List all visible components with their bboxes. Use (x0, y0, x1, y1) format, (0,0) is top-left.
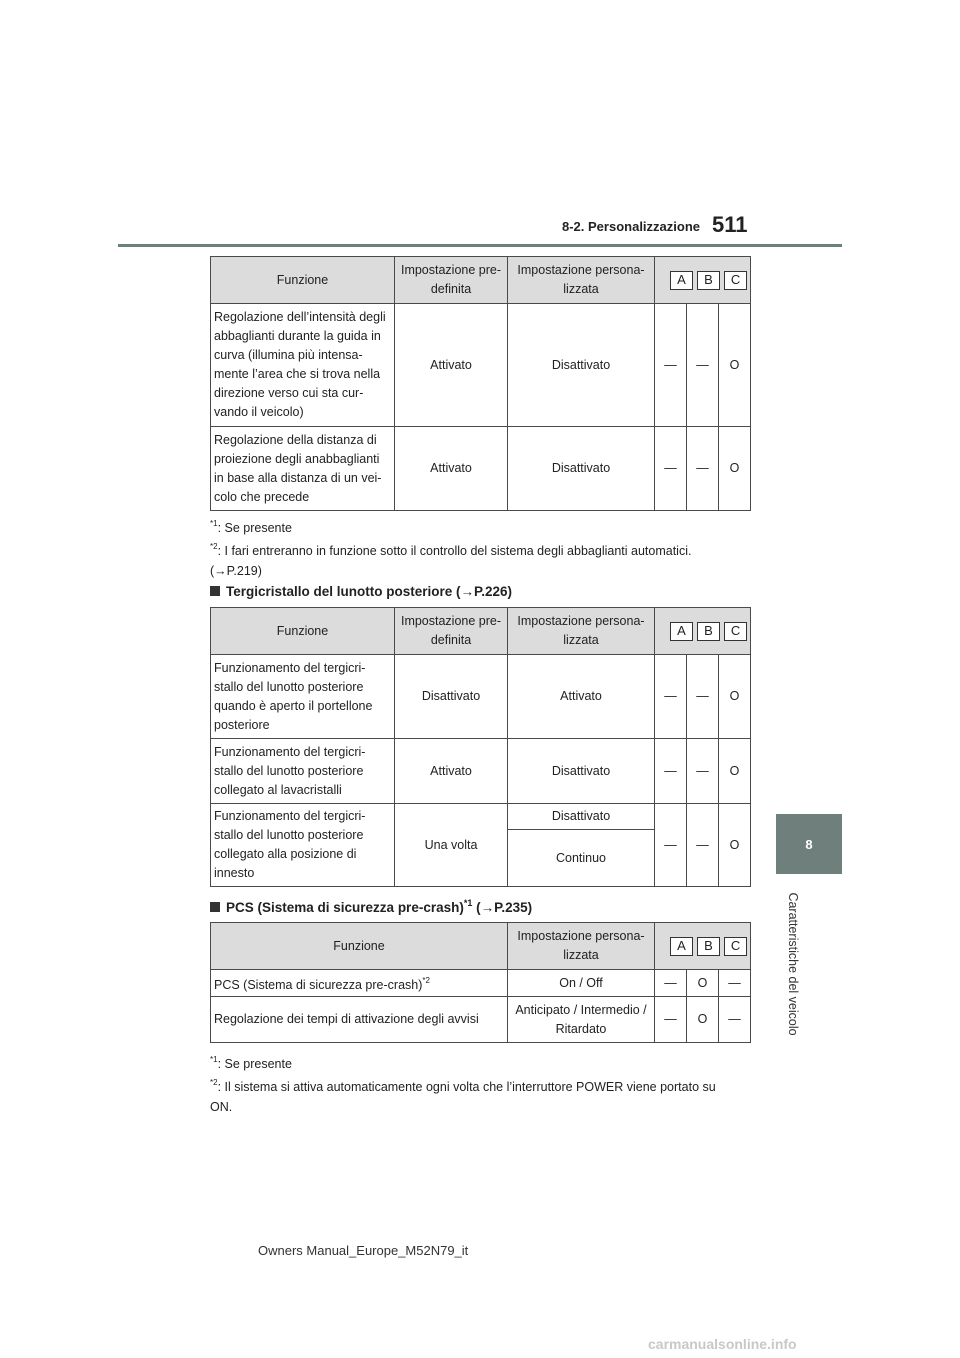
col-custom: Impostazione persona- lizzata (508, 257, 655, 304)
table-row: Funzionamento del tergicri- stallo del lunotto posteriore collegato al lavacristalli Attivato Disattivato — — O (211, 739, 751, 804)
table-row: Regolazione dell’intensità degli abbaglianti durante la guida in curva (illumina più intensa- mente l’area che si trova nella direzione verso cui sta cur- vando il veicolo) Attivato Disattivato — — O (211, 304, 751, 427)
footnote-1: $^{*1}$: Se presente (210, 519, 292, 535)
letter-c: C (724, 271, 747, 290)
watermark: carmanualsonline.info (648, 1336, 797, 1352)
col-default: Impostazione pre- definita (395, 257, 508, 304)
footnote-2: $^{*2}$: I fari entreranno in funzione sotto il controllo del sistema degli abbaglianti automatici. (→P.219) (210, 542, 692, 578)
section-title: 8-2. Personalizzazione (562, 219, 700, 234)
letter-a: A (670, 271, 693, 290)
chapter-label: Caratteristiche del veicolo (786, 892, 800, 1036)
page-number: 511 (712, 212, 748, 237)
heading-rear-wiper: Tergicristallo del lunotto posteriore (→P.226) (210, 584, 512, 599)
table-pcs: Funzione Impostazione persona- lizzata A B C PCS (Sistema di sicurezza pre-crash)$^{*2}$ On / Off — O — Regolazione dei tempi di attivazione degli avvisi Anticipato / Intermedio / Ritardato — O — (210, 922, 751, 1043)
bullet-icon (210, 586, 220, 596)
chapter-tab: 8 (776, 814, 842, 874)
table-row: PCS (Sistema di sicurezza pre-crash)$^{*2}$ On / Off — O — (211, 970, 751, 997)
col-function: Funzione (211, 257, 395, 304)
table-row: Regolazione della distanza di proiezione degli anabbaglianti in base alla distanza di un vei- colo che precede Attivato Disattivato — — O (211, 427, 751, 511)
table-rear-wiper: Funzione Impostazione pre- definita Impostazione persona- lizzata A B C Funzionamento del tergicri- stallo del lunotto posteriore quando è aperto il portellone posteriore Disattivato Attivato — — O Funzionamento del tergicri- stallo del lunotto posteriore collegato al lavacristalli Attivato Disattivato — — O Funzionamento del tergicri- stallo del lunotto posteriore collegato alla posizione di innesto Una volta Disattivato — — O Continuo (210, 607, 751, 887)
col-abc (655, 257, 751, 304)
table-row: Funzionamento del tergicri- stallo del lunotto posteriore quando è aperto il portellone posteriore Disattivato Attivato — — O (211, 655, 751, 739)
bullet-icon (210, 902, 220, 912)
table-headlights (210, 256, 751, 511)
footnote-4: $^{*2}$: Il sistema si attiva automaticamente ogni volta che l’interruttore POWER viene portato su ON. (210, 1078, 716, 1114)
footer-text: Owners Manual_Europe_M52N79_it (258, 1243, 469, 1258)
footnote-3: $^{*1}$: Se presente (210, 1055, 292, 1071)
table-row: Funzionamento del tergicri- stallo del lunotto posteriore collegato alla posizione di innesto Una volta Disattivato — — O (211, 804, 751, 830)
letter-b: B (697, 271, 720, 290)
heading-pcs: PCS (Sistema di sicurezza pre-crash)$^{*1}$ (→P.235) (210, 898, 532, 915)
table-row: Regolazione dei tempi di attivazione degli avvisi Anticipato / Intermedio / Ritardato — O — (211, 997, 751, 1043)
header-rule (118, 244, 842, 247)
